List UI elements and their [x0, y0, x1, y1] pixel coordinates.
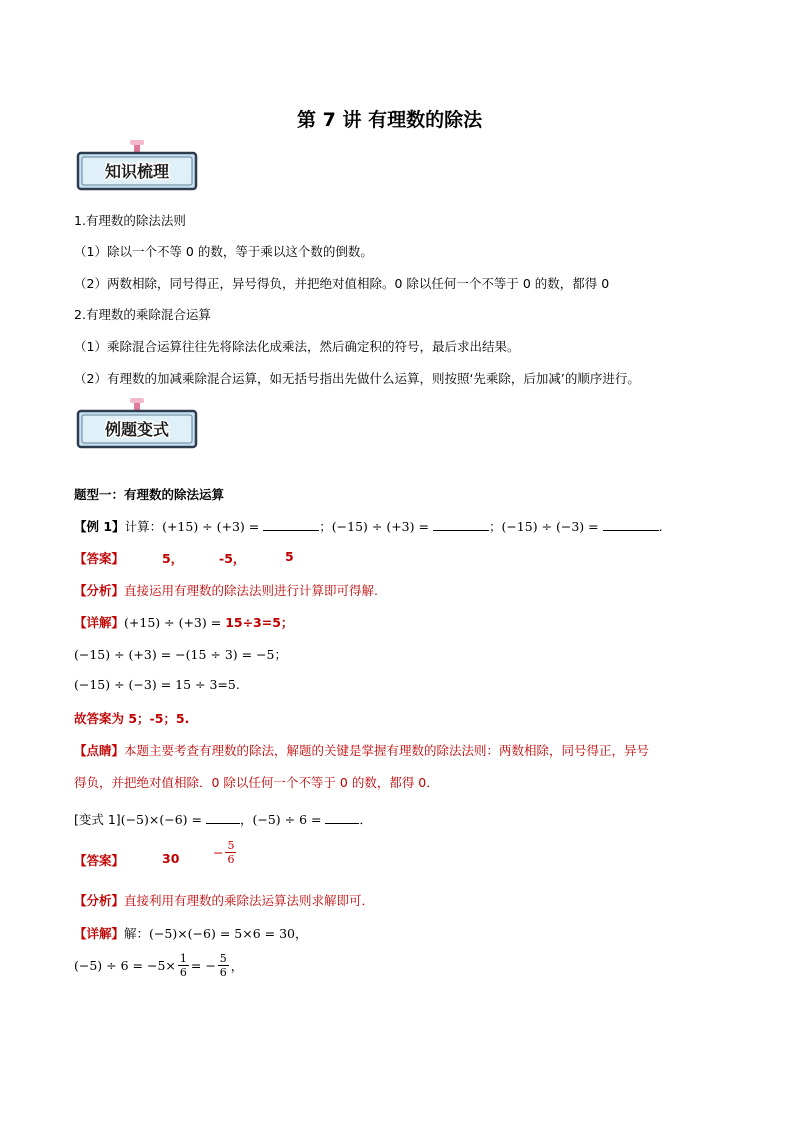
answer-blank-3[interactable]: [603, 517, 659, 531]
examples-banner: [76, 397, 198, 451]
separator: ，: [239, 812, 253, 827]
period: .: [658, 519, 663, 534]
minus-sign: −: [213, 845, 224, 860]
detail-label: 【详解】: [74, 926, 125, 941]
knowledge-rule-1: （1）除以一个不等 0 的数，等于乘以这个数的倒数。: [74, 244, 373, 259]
answer-blank-5[interactable]: [325, 810, 359, 824]
example-1-expr-1: (+15) ÷ (+3) =: [162, 519, 260, 534]
variant-1-answer-1: 30: [162, 851, 180, 866]
fraction-denominator: 6: [179, 966, 187, 979]
knowledge-heading-1: 1.有理数的除法法则: [74, 213, 186, 228]
period: ．: [359, 812, 372, 827]
page-title: 第 7 讲 有理数的除法: [297, 109, 483, 131]
banner-text: 知识梳理: [104, 162, 170, 181]
point-text: 本题主要考查有理数的除法，解题的关键是掌握有理数的除法法则：两数相除，同号得正，异号: [124, 743, 650, 758]
detail-lead: 解：: [124, 926, 150, 941]
example-1-answer-1: 5，: [162, 551, 184, 566]
banner-text: 例题变式: [104, 420, 170, 439]
example-1-answer-3: 5: [285, 549, 294, 564]
example-1-expr-3: (−15) ÷ (−3) =: [501, 519, 599, 534]
variant-1-answer-2: [213, 840, 238, 865]
banner-pin-cap: [130, 140, 144, 145]
variant-1-detail-line-1: [74, 924, 308, 942]
answer-blank-2[interactable]: [433, 517, 489, 531]
separator: ；: [488, 519, 502, 534]
variant-1-detail-line-2: [74, 953, 243, 978]
analysis-label: 【分析】: [74, 893, 125, 908]
example-1-detail-line-1: [74, 613, 293, 631]
example-1-expr-2: (−15) ÷ (+3) =: [331, 519, 429, 534]
knowledge-heading-2: 2.有理数的乘除混合运算: [74, 307, 211, 322]
example-1-analysis: [74, 581, 378, 599]
detail-label: 【详解】: [74, 615, 125, 630]
knowledge-rule-2: （2）两数相除，同号得正，异号得负，并把绝对值相除。0 除以任何一个不等于 0 的数，都得 0: [74, 276, 610, 291]
point-label: 【点睛】: [74, 743, 125, 758]
detail-expr-b: = −: [190, 958, 216, 973]
example-1-question: [74, 517, 663, 535]
example-1-lead: 计算：: [124, 519, 163, 534]
detail-expr-a: (−5) ÷ 6 = −5×: [74, 958, 176, 973]
fraction-numerator: 5: [219, 952, 227, 965]
answer-blank-1[interactable]: [263, 517, 319, 531]
comma: ，: [230, 958, 244, 974]
example-1-label: 【例 1】: [74, 519, 125, 534]
variant-1-analysis: [74, 891, 374, 909]
variant-1-expr-1: (−5)×(−6) =: [120, 812, 202, 827]
example-1-conclusion: 故答案为 5；-5；5.: [74, 711, 190, 726]
variant-1-answer-label: 【答案】: [74, 853, 125, 868]
analysis-text: 直接利用有理数的乘除法运算法则求解即可．: [124, 893, 375, 908]
fraction-denominator: 6: [227, 853, 235, 866]
knowledge-banner: [76, 139, 198, 193]
analysis-label: 【分析】: [74, 583, 125, 598]
answer-blank-4[interactable]: [206, 810, 240, 824]
example-1-point-line-1: [74, 741, 649, 759]
knowledge-rule-3: （1）乘除混合运算往往先将除法化成乘法，然后确定积的符号，最后求出结果。: [74, 339, 520, 354]
variant-1-question: [74, 810, 372, 828]
detail-result: 15÷3=5；: [225, 615, 294, 630]
fraction-numerator: 1: [179, 952, 187, 965]
variant-1-expr-2: (−5) ÷ 6 =: [252, 812, 322, 827]
example-1-detail-line-2: (−15) ÷ (+3) = −(15 ÷ 3) = −5；: [74, 647, 288, 662]
banner-pin-cap: [130, 398, 144, 403]
knowledge-rule-4: （2）有理数的加减乘除混合运算，如无括号指出先做什么运算，则按照‘先乘除，后加减’的顺序进行。: [74, 371, 640, 386]
detail-expr: (+15) ÷ (+3) =: [124, 615, 222, 630]
analysis-text: 直接运用有理数的除法法则进行计算即可得解.: [124, 583, 378, 598]
detail-expr: (−5)×(−6) = 5×6 = 30，: [149, 926, 308, 941]
separator: ；: [319, 519, 332, 534]
example-1-point-line-2: 得负，并把绝对值相除．0 除以任何一个不等于 0 的数，都得 0．: [74, 775, 439, 790]
example-1-answer-2: -5，: [219, 551, 246, 566]
section-heading: 题型一：有理数的除法运算: [74, 487, 225, 502]
example-1-answer-label: 【答案】: [74, 551, 125, 566]
variant-1-label: [变式 1]: [74, 812, 121, 827]
fraction-denominator: 6: [219, 966, 227, 979]
example-1-detail-line-3: (−15) ÷ (−3) = 15 ÷ 3=5.: [74, 677, 240, 692]
fraction-numerator: 5: [227, 839, 235, 852]
